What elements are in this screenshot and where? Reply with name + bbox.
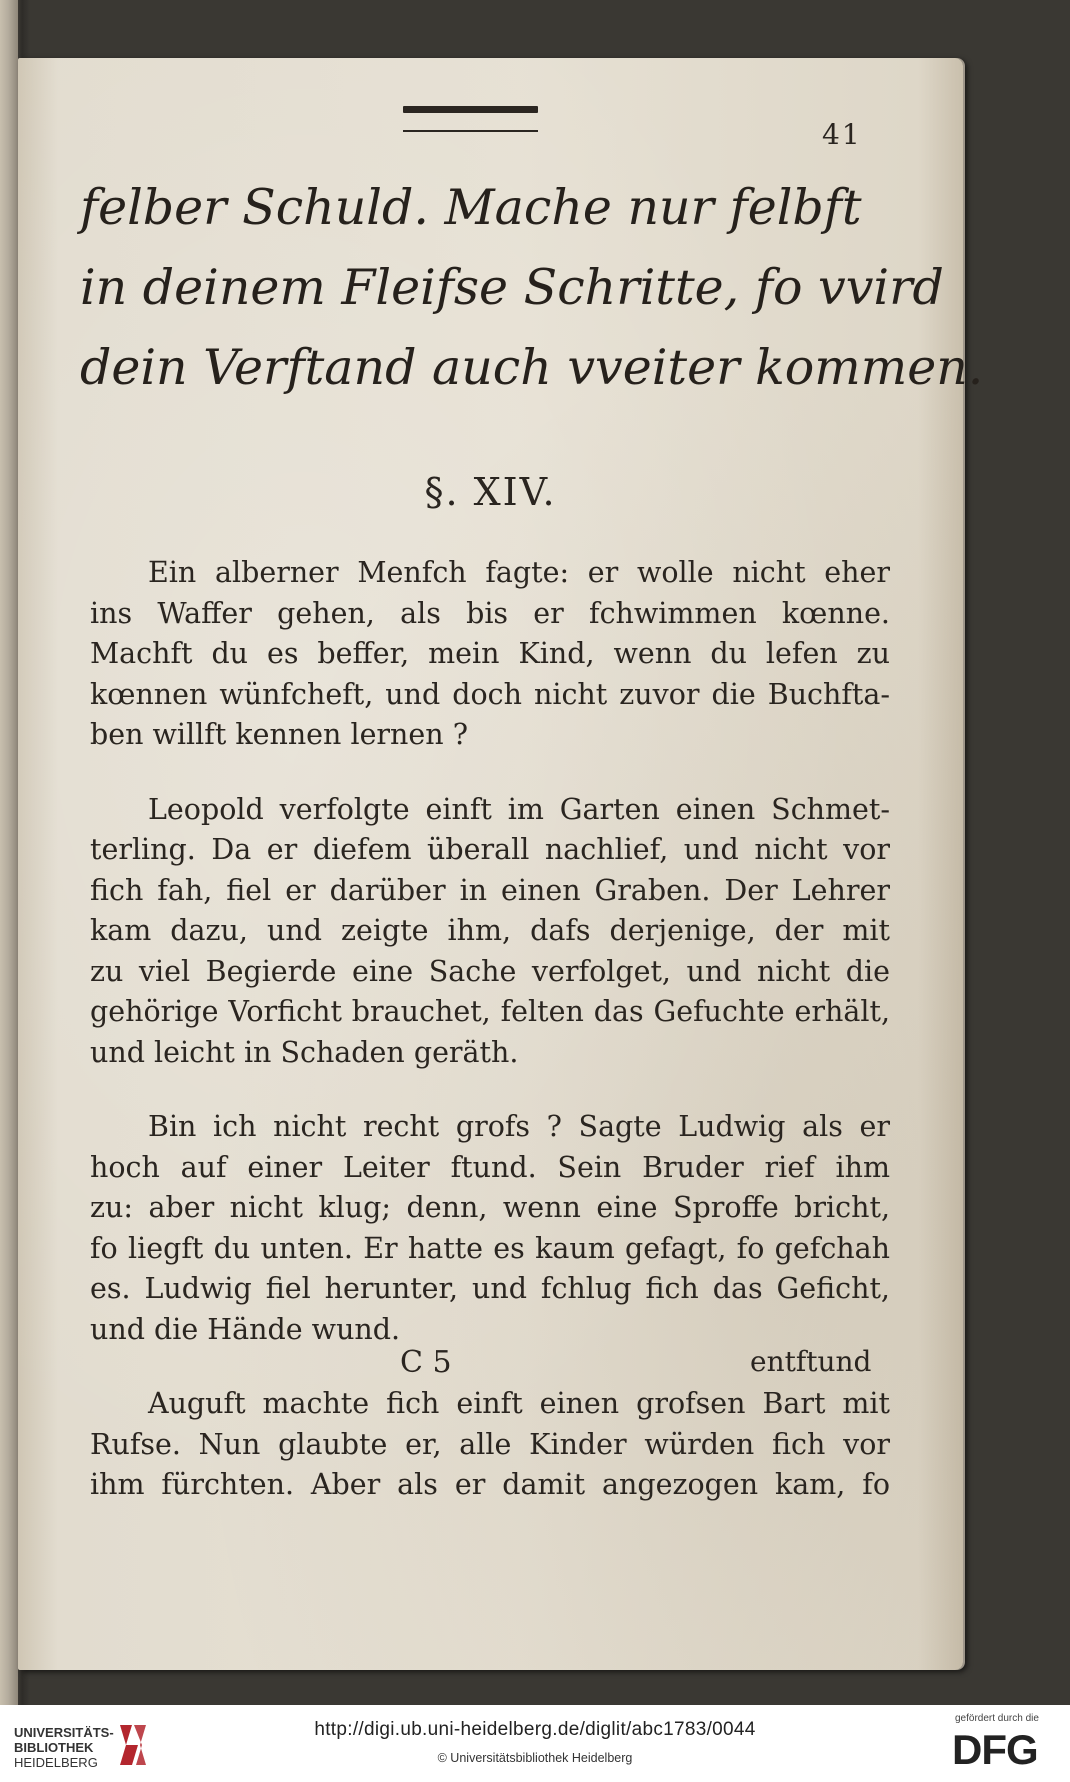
paragraph-4 [90, 1384, 890, 1506]
text-line: Auguft machte fich einft einen grofsen Bart mit [148, 1387, 890, 1420]
text-line: ins Waffer gehen, als bis er fchwimmen kœnne. [90, 596, 890, 630]
text-line: und die Hände wund. [90, 1312, 401, 1346]
handwritten-line: felber Schuld. Mache nur felbft [80, 179, 862, 236]
text-line: Machft du es beffer, mein Kind, wenn du lefen zu [90, 637, 890, 670]
copyright-text: © Universitätsbibliothek Heidelberg [437, 1751, 633, 1765]
library-name-line: UNIVERSITÄTS- [14, 1725, 114, 1740]
handwritten-text [80, 168, 984, 408]
text-line: kœnnen wünfcheft, und doch nicht zuvor die Buchfta- [90, 677, 890, 711]
text-line: hoch auf einer Leiter ftund. Sein Bruder rief ihm [90, 1150, 890, 1184]
page-number: 41 [822, 118, 862, 151]
header-thick-rule [403, 106, 538, 113]
text-line: Leopold verfolgte einft im Garten einen Schmet- [148, 792, 890, 826]
dfg-logo: DFG [952, 1726, 1038, 1773]
text-line: und leicht in Schaden geräth. [90, 1035, 519, 1069]
text-line: ben willft kennen lernen ? [90, 718, 468, 751]
text-line: fo liegft du unten. Er hatte es kaum gefagt, fo gefchah [90, 1231, 890, 1265]
funded-by-label: gefördert durch die [955, 1713, 1039, 1724]
body-text [90, 553, 890, 1540]
viewer-footer [0, 1705, 1070, 1782]
header-ornament-rule [403, 106, 538, 132]
library-name-line: BIBLIOTHEK [14, 1740, 94, 1755]
permalink-url[interactable]: http://digi.ub.uni-heidelberg.de/diglit/abc1783/0044 [314, 1719, 756, 1740]
paragraph-2 [90, 790, 890, 1074]
section-title: §. XIV. [424, 470, 557, 514]
text-line: kam dazu, und zeigte ihm, dafs derjenige, der mit [90, 914, 890, 947]
catchword: entftund [750, 1345, 872, 1378]
handwritten-line: in deinem Fleifse Schritte, fo vvird [80, 259, 944, 316]
header-thin-rule [403, 130, 538, 132]
text-line: ihm fürchten. Aber als er damit angezogen kam, fo [90, 1468, 890, 1501]
paragraph-3 [90, 1107, 890, 1350]
text-line: fich fah, fiel er darüber in einen Graben. Der Lehrer [90, 873, 890, 907]
text-line: Bin ich nicht recht grofs ? Sagte Ludwig als er [148, 1110, 890, 1143]
text-line: Rufse. Nun glaubte er, alle Kinder würden fich vor [90, 1427, 890, 1461]
text-line: es. Ludwig fiel herunter, und fchlug fich das Geficht, [90, 1272, 890, 1305]
text-line: Ein alberner Menfch fagte: er wolle nicht eher [148, 556, 890, 589]
text-line: gehörige Vorficht brauchet, felten das Gefuchte erhält, [90, 995, 890, 1028]
text-line: zu: aber nicht klug; denn, wenn eine Sproffe bricht, [90, 1191, 890, 1224]
page-stack-edge [0, 0, 18, 1705]
text-line: terling. Da er diefem überall nachlief, und nicht vor [90, 833, 890, 866]
text-line: zu viel Begierde eine Sache verfolget, und nicht die [90, 954, 890, 988]
book-page [18, 58, 984, 1670]
handwritten-line: dein Verftand auch vveiter kommen. [80, 339, 984, 396]
paragraph-1 [90, 553, 890, 756]
signature-mark: C 5 [400, 1345, 452, 1380]
library-name-line: HEIDELBERG [14, 1755, 98, 1770]
